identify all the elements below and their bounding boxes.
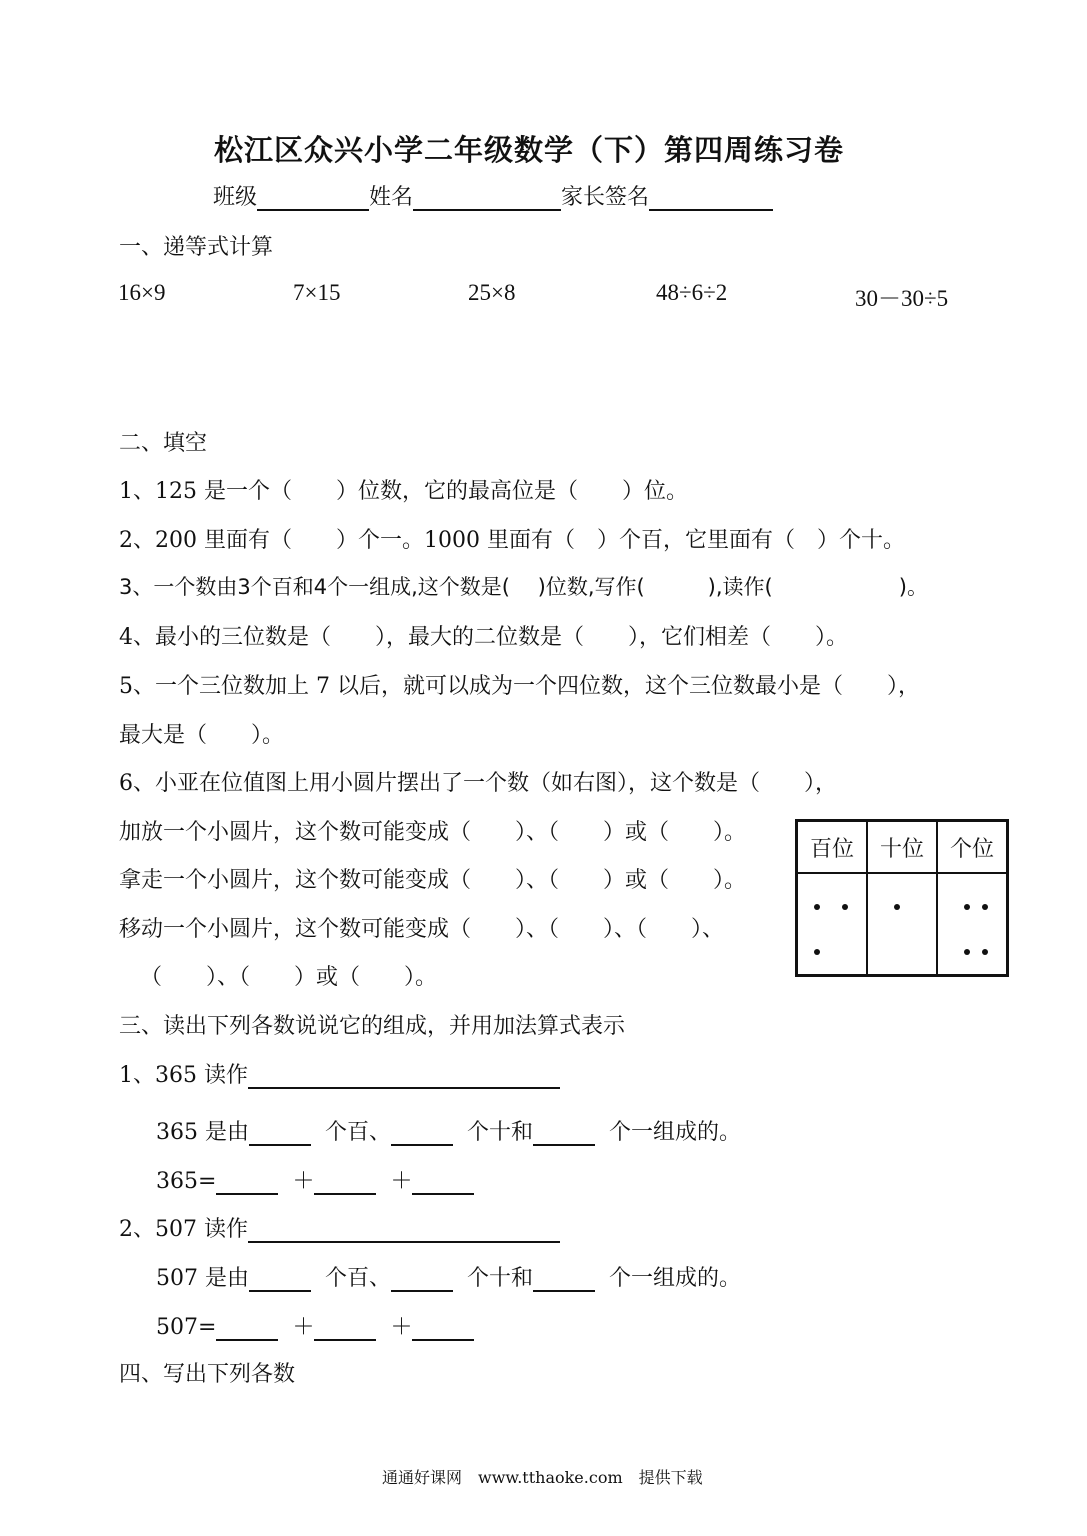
plus-sign: ＋ <box>390 1169 413 1194</box>
fill-question-6-line-2: 加放一个小圆片，这个数可能变成（ ）、（ ）或（ ）。 <box>119 820 747 845</box>
item-1-comp-prefix: 365 是由 <box>156 1120 249 1145</box>
fill-question-2: 2、200 里面有（ ）个一。1000 里面有（ ）个百，它里面有（ ）个十。 <box>119 528 905 553</box>
header-tens: 十位 <box>867 821 937 874</box>
item-1-tens-field[interactable] <box>391 1122 453 1146</box>
counter-dot <box>894 904 900 910</box>
item-2-read-field[interactable] <box>248 1219 560 1243</box>
plus-sign: ＋ <box>292 1169 315 1194</box>
counter-dot <box>964 949 970 955</box>
fill-question-1: 1、125 是一个（ ）位数，它的最高位是（ ）位。 <box>119 479 688 504</box>
parent-signature-field[interactable] <box>649 187 773 211</box>
item-1-addend-2[interactable] <box>314 1171 376 1195</box>
item-2-comp-prefix: 507 是由 <box>156 1266 249 1291</box>
fill-question-5-line-2: 最大是（ ）。 <box>119 723 285 748</box>
counter-dot <box>964 904 970 910</box>
item-1-tens-label: 个十和 <box>467 1120 534 1145</box>
item-2-equation-row <box>156 1310 474 1341</box>
parent-signature-label: 家长签名 <box>561 185 650 210</box>
fill-question-6-line-4: 移动一个小圆片，这个数可能变成（ ）、（ ）、（ ）、 <box>119 917 725 942</box>
item-2-tens-label: 个十和 <box>467 1266 534 1291</box>
section-4-heading: 四、写出下列各数 <box>119 1362 296 1387</box>
calc-problem-2: 7×15 <box>293 280 341 305</box>
item-1-equation-row <box>156 1164 474 1195</box>
item-1-read-field[interactable] <box>248 1065 560 1089</box>
header-fields <box>213 180 773 211</box>
item-1-ones-field[interactable] <box>533 1122 595 1146</box>
item-2-addend-1[interactable] <box>216 1317 278 1341</box>
name-label: 姓名 <box>369 185 414 210</box>
section-3-heading: 三、读出下列各数说说它的组成，并用加法算式表示 <box>119 1014 626 1039</box>
name-field[interactable] <box>413 187 561 211</box>
item-2-ones-field[interactable] <box>533 1268 595 1292</box>
item-2-hundreds-field[interactable] <box>249 1268 311 1292</box>
counter-dot <box>814 904 820 910</box>
header-ones: 个位 <box>937 821 1008 874</box>
item-2-read-label: 2、507 读作 <box>119 1217 248 1242</box>
fill-question-4: 4、最小的三位数是（ ），最大的二位数是（ ），它们相差（ ）。 <box>119 625 848 650</box>
ones-cell <box>937 873 1008 976</box>
fill-question-3: 3、一个数由3个百和4个一组成,这个数是( )位数,写作( ),读作( )。 <box>119 575 928 599</box>
calc-problem-4: 48÷6÷2 <box>656 280 728 305</box>
section-1-heading: 一、递等式计算 <box>119 235 274 260</box>
counter-dot <box>842 904 848 910</box>
item-2-ones-label: 个一组成的。 <box>609 1266 742 1291</box>
calc-problem-1: 16×9 <box>118 280 166 305</box>
item-2-eq-label: 507= <box>156 1315 217 1340</box>
item-1-hundreds-label: 个百、 <box>325 1120 392 1145</box>
item-1-read-row <box>119 1058 560 1089</box>
item-1-read-label: 1、365 读作 <box>119 1063 248 1088</box>
fill-question-6-line-3: 拿走一个小圆片，这个数可能变成（ ）、（ ）或（ ）。 <box>119 868 747 893</box>
section-2-heading: 二、填空 <box>119 431 208 456</box>
header-hundreds: 百位 <box>797 821 868 874</box>
calc-problem-3: 25×8 <box>468 280 516 305</box>
fill-question-6-line-1: 6、小亚在位值图上用小圆片摆出了一个数（如右图），这个数是（ ）， <box>119 771 837 796</box>
item-2-addend-2[interactable] <box>314 1317 376 1341</box>
item-2-read-row <box>119 1212 560 1243</box>
plus-sign: ＋ <box>292 1315 315 1340</box>
item-2-composition-row <box>156 1261 741 1292</box>
item-1-hundreds-field[interactable] <box>249 1122 311 1146</box>
calc-problem-5: 30－30÷5 <box>855 286 949 311</box>
item-1-addend-1[interactable] <box>216 1171 278 1195</box>
fill-question-5-line-1: 5、一个三位数加上 7 以后，就可以成为一个四位数，这个三位数最小是（ ）， <box>119 674 920 699</box>
plus-sign: ＋ <box>390 1315 413 1340</box>
item-2-hundreds-label: 个百、 <box>325 1266 392 1291</box>
hundreds-cell <box>797 873 868 976</box>
item-2-tens-field[interactable] <box>391 1268 453 1292</box>
item-2-addend-3[interactable] <box>412 1317 474 1341</box>
counter-dot <box>982 904 988 910</box>
item-1-eq-label: 365= <box>156 1169 217 1194</box>
fill-question-6-line-5: （ ）、（ ）或（ ）。 <box>140 965 438 990</box>
counter-dot <box>814 949 820 955</box>
tens-cell <box>867 873 937 976</box>
class-label: 班级 <box>213 185 258 210</box>
item-1-addend-3[interactable] <box>412 1171 474 1195</box>
item-1-ones-label: 个一组成的。 <box>609 1120 742 1145</box>
item-1-composition-row <box>156 1115 741 1146</box>
class-field[interactable] <box>257 187 369 211</box>
counter-dot <box>982 949 988 955</box>
place-value-table <box>795 819 1009 977</box>
page-title: 松江区众兴小学二年级数学（下）第四周练习卷 <box>214 133 845 167</box>
footer-credit: 通通好课网 www.tthaoke.com 提供下载 <box>382 1468 703 1487</box>
